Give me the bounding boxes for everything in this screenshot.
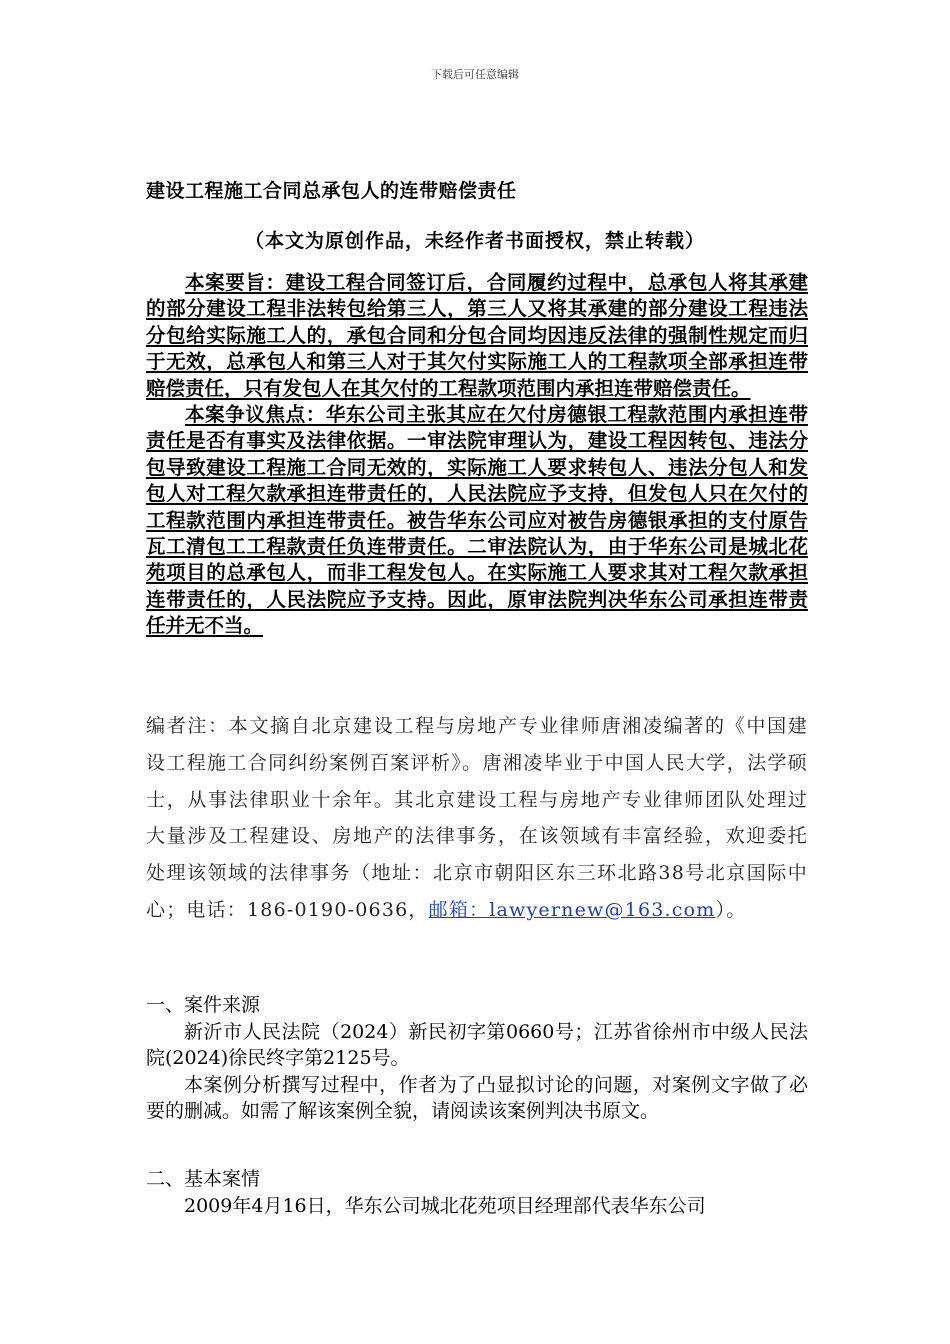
email-link[interactable]: 邮箱：lawyernew@163.com bbox=[428, 898, 716, 921]
section-heading: 二、基本案情 bbox=[146, 1168, 261, 1190]
summary-gist-paragraph bbox=[146, 270, 808, 402]
section-paragraph: 新沂市人民法院（2024）新民初字第0660号；江苏省徐州市中级人民法院(2024)徐民终字第2125号。 bbox=[146, 1020, 808, 1069]
section-basic-facts bbox=[146, 1166, 808, 1219]
section-paragraph: 2009年4月16日，华东公司城北花苑项目经理部代表华东公司 bbox=[184, 1194, 706, 1217]
summary-dispute-paragraph bbox=[146, 402, 808, 640]
summary-dispute-text: 本案争议焦点：华东公司主张其应在欠付房德银工程款范围内承担连带责任是否有事实及法律依据。一审法院审理认为，建设工程因转包、违法分包导致建设工程施工合同无效的，实际施工人要求转包人、违法分包人和发包人对工程欠款承担连带责任的，人民法院应予支持，但发包人只在欠付的工程款范围内承担连带责任。被告华东公司应对被告房德银承担的支付原告瓦工清包工工程款责任负连带责任。二审法院认为，由于华东公司是城北花苑项目的总承包人，而非工程发包人。在实际施工人要求其对工程欠款承担连带责任的，人民法院应予支持。因此，原审法院判决华东公司承担连带责任并无不当。 bbox=[146, 403, 808, 638]
case-summary bbox=[146, 270, 808, 640]
section-case-source bbox=[146, 992, 808, 1125]
document-title: 建设工程施工合同总承包人的连带赔偿责任 bbox=[146, 180, 517, 202]
section-paragraph: 本案例分析撰写过程中，作者为了凸显拟讨论的问题，对案例文字做了必要的删减。如需了解该案例全貌，请阅读该案例判决书原文。 bbox=[146, 1073, 808, 1122]
editor-note-text: 编者注：本文摘自北京建设工程与房地产专业律师唐湘凌编著的《中国建设工程施工合同纠纷案例百案评析》。唐湘凌毕业于中国人民大学，法学硕士，从事法律职业十余年。其北京建设工程与房地产专业律师团队处理过大量涉及工程建设、房地产的法律事务，在该领域有丰富经验，欢迎委托处理该领域的法律事务（地址：北京市朝阳区东三环北路38号北京国际中心；电话：186-0190-0636， bbox=[146, 715, 808, 921]
copyright-notice: （本文为原创作品，未经作者书面授权，禁止转载） bbox=[244, 230, 705, 252]
header-note: 下载后可任意编辑 bbox=[431, 68, 519, 81]
summary-gist-text: 本案要旨：建设工程合同签订后，合同履约过程中，总承包人将其承建的部分建设工程非法转包给第三人，第三人又将其承建的部分建设工程违法分包给实际施工人的，承包合同和分包合同均因违反法律的强制性规定而归于无效，总承包人和第三人对于其欠付实际施工人的工程款项全部承担连带赔偿责任，只有发包人在其欠付的工程款项范围内承担连带赔偿责任。 bbox=[146, 271, 808, 400]
editor-note bbox=[146, 708, 808, 929]
editor-note-tail: ）。 bbox=[715, 898, 747, 921]
section-heading: 一、案件来源 bbox=[146, 994, 261, 1016]
